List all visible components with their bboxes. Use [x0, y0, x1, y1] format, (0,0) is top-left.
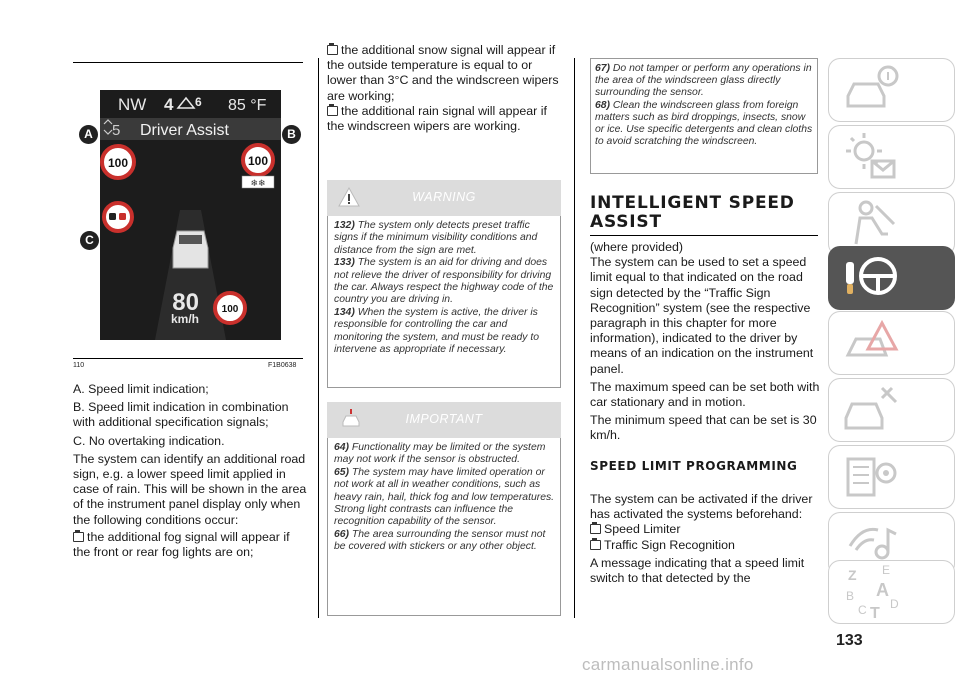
svg-text:B: B [846, 589, 855, 603]
svg-text:T: T [870, 605, 880, 620]
service-icon [842, 382, 902, 438]
tab-service[interactable] [828, 378, 955, 442]
bullet-traffic-sign: Traffic Sign Recognition [590, 538, 820, 553]
display-heading: NW [118, 95, 147, 114]
display-gear-sub: 6 [195, 95, 202, 109]
warning-body [327, 216, 561, 388]
speed-sign-a-value: 100 [107, 156, 129, 170]
heading-rule [590, 235, 818, 236]
caption-c: C. No overtaking indication. [73, 433, 225, 448]
display-mode-label: Driver Assist [140, 122, 229, 139]
column-2-bullets [327, 43, 563, 134]
display-gear: 4 [164, 95, 174, 114]
steering-wheel-icon [842, 250, 902, 306]
important-body [327, 438, 561, 616]
figure-number: 110 [73, 362, 85, 369]
column-divider-1 [318, 58, 319, 618]
tab-specs[interactable] [828, 445, 955, 509]
snowflake-icon: ❄❄ [250, 178, 266, 188]
callout-a: A [79, 125, 98, 144]
paragraph-max-speed: The maximum speed can be set both with car stationary and in motion. [590, 379, 820, 410]
important-note-65: 65) The system may have limited operation or not work at all in weather conditions, such as heavy rain, hail, thick fog and low temperatures. Strong light contrasts can influence the recognition capability of the sensor. [334, 466, 555, 528]
display-speed: 80 [172, 289, 199, 316]
bullet-icon [73, 532, 84, 542]
section-heading: INTELLIGENT SPEED ASSIST [590, 193, 795, 232]
specs-icon [842, 449, 902, 505]
important-notes-continued [590, 58, 818, 174]
caption-a: A. Speed limit indication; [73, 382, 209, 396]
warning-title: WARNING [412, 190, 476, 204]
svg-text:C: C [858, 603, 867, 617]
top-rule [73, 62, 303, 63]
paragraph-activation: The system can be activated if the driver has activated the systems beforehand: [590, 492, 813, 522]
warning-note-133: 133) The system is an aid for driving and does not relieve the driver of responsibility for driving the car. Always respect the highway code of the country you are driving in. [334, 257, 554, 306]
no-overtaking-sign [104, 203, 132, 231]
paragraph-min-speed: The minimum speed that can be set is 30 km/h. [590, 413, 817, 443]
lights-icon [842, 129, 902, 185]
important-header [327, 402, 561, 438]
paragraph-message: A message indicating that a speed limit switch to that detected by the [590, 555, 805, 586]
speed-sign-small-value: 100 [221, 304, 239, 315]
instrument-display-figure [100, 90, 281, 340]
display-speed-unit: km/h [170, 312, 199, 326]
important-note-68: 68) Clean the windscreen glass from foreign matters such as bird droppings, insects, snow or ice. Use specific detergents and clean cloths to avoid scratching the windscreen. [595, 99, 813, 148]
important-note-66: 66) The area surrounding the sensor must not be covered with stickers or any other object. [334, 528, 546, 553]
bullet-icon [590, 540, 601, 550]
instrument-display-graphic [100, 90, 281, 340]
svg-text:A: A [876, 580, 889, 600]
warning-triangle-icon [842, 315, 902, 371]
column-1-text [73, 382, 309, 560]
tab-car-info[interactable] [828, 58, 955, 122]
caption-b: B. Speed limit indication in combination with additional specification signals; [73, 400, 289, 430]
figure-rule [73, 358, 303, 359]
bullet-icon [327, 45, 338, 55]
tab-driving[interactable] [828, 246, 955, 310]
warning-header [327, 180, 561, 216]
watermark: carmanualsonline.info [582, 655, 754, 674]
display-temperature: 85 °F [228, 97, 267, 114]
page-number: 133 [836, 632, 863, 649]
callout-c: C [80, 231, 99, 250]
important-note-67: 67) Do not tamper or perform any operations in the area of the windscreen glass directly surrounding the sensor. [595, 63, 812, 99]
callout-b: B [282, 125, 301, 144]
bullet-snow: the additional snow signal will appear if the outside temperature is equal to or lower than 3°C and the windscreen wipers are working; [327, 43, 559, 103]
column-divider-2 [574, 58, 575, 618]
warning-note-132: 132) The system only detects preset traffic signs if the minimum visibility conditions and distance from the sign are met. [334, 220, 538, 256]
seat-safety-icon [842, 196, 902, 252]
bullet-speed-limiter: Speed Limiter [590, 522, 820, 537]
bullet-icon [590, 524, 601, 534]
tab-emergency[interactable] [828, 311, 955, 375]
tab-index[interactable] [828, 560, 955, 624]
bullet-icon [327, 106, 338, 116]
subsection-heading: SPEED LIMIT PROGRAMMING [590, 459, 798, 473]
important-title: IMPORTANT [405, 412, 483, 426]
svg-text:E: E [882, 564, 891, 577]
tab-lights[interactable] [828, 125, 955, 189]
bullet-fog: the additional fog signal will appear if the front or rear fog lights are on; [73, 529, 290, 560]
display-mode-num: 5 [112, 122, 121, 139]
figure-code: F1B0638 [268, 362, 297, 369]
column-3-text-bottom [590, 492, 820, 586]
svg-text:D: D [890, 597, 899, 611]
paragraph-intro: The system can identify an additional road sign, e.g. a lower speed limit applied in case of rain. This will be shown in the area of the instrument panel display only when the following conditions occur: [73, 451, 307, 527]
where-provided: (where provided) [590, 240, 683, 254]
warning-note-134: 134) When the system is active, the driver is responsible for controlling the car and monitoring the system, and must be ready to intervene as appropriate if necessary. [334, 306, 540, 356]
bullet-rain: the additional rain signal will appear if the windscreen wipers are working. [327, 103, 547, 134]
paragraph-system: The system can be used to set a speed limit equal to that indicated on the road sign detected by the “Traffic Sign Recognition” system (see the respective paragraph in this chapter for more information), indicated to the driver by means of an indication on the instrument panel. [590, 255, 814, 376]
important-note-64: 64) Functionality may be limited or the system may not work if the sensor is obstructed. [334, 442, 546, 466]
column-3-text-top [590, 240, 820, 444]
svg-text:Z: Z [848, 567, 857, 583]
speed-sign-b-value: 100 [247, 154, 269, 168]
index-icon [842, 564, 922, 620]
car-info-icon [842, 62, 902, 118]
